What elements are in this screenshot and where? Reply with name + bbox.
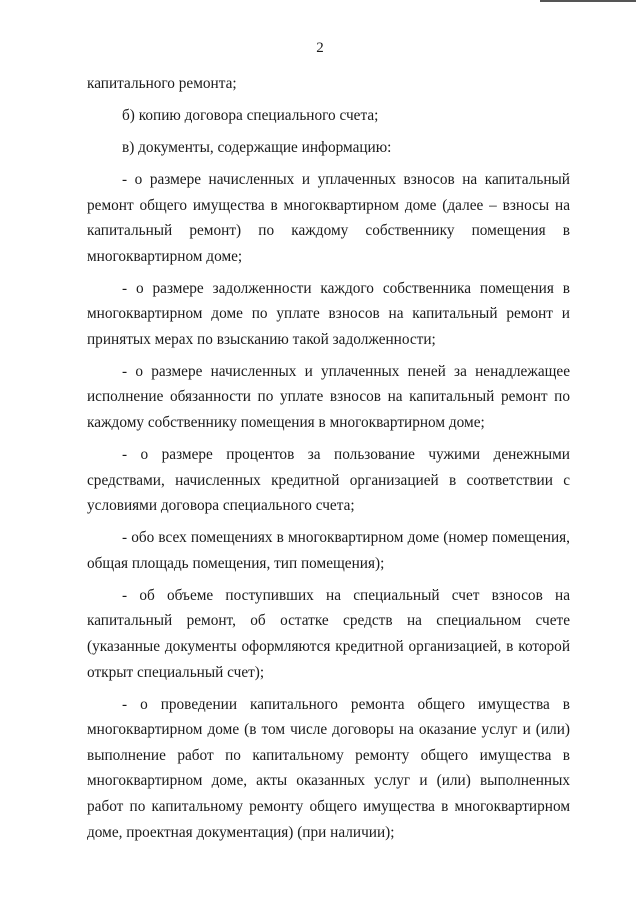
paragraph-account-balance: - об объеме поступивших на специальный счет взносов на капитальный ремонт, об остатке средств на специальном счете (указанные документы оформляются кредитной организацией, в которой открыт специальный счет); [87, 586, 570, 681]
document-body [87, 71, 570, 852]
paragraph-repair-works: - о проведении капитального ремонта общего имущества в многоквартирном доме (в том числе договоры на оказание услуг и (или) выполнение работ по капитальному ремонту общего имущества в многоквартирном доме, акты оказанных услуг и (или) выполненных работ по капитальному ремонту общего имущества в многоквартирном доме, проектная документация) (при наличии); [87, 695, 570, 841]
paragraph-premises: - обо всех помещениях в многоквартирном доме (номер помещения, общая площадь помещения, тип помещения); [87, 529, 570, 572]
paragraph-item-v: в) документы, содержащие информацию: [122, 138, 392, 156]
paragraph-continuation: капитального ремонта; [87, 75, 237, 92]
page-number: 2 [316, 40, 324, 56]
paragraph-penalties: - о размере начисленных и уплаченных пеней за ненадлежащее исполнение обязанности по уплате взносов на капитальный ремонт по каждому собственнику помещения в многоквартирном доме; [87, 362, 570, 432]
scan-edge-mark [540, 0, 636, 2]
paragraph-debt: - о размере задолженности каждого собственника помещения в многоквартирном доме по уплате взносов на капитальный ремонт и принятых мерах по взысканию такой задолженности; [87, 279, 570, 348]
paragraph-interest: - о размере процентов за пользование чужими денежными средствами, начисленных кредитной организацией в соответствии с условиями договора специального счета; [87, 446, 570, 515]
paragraph-contributions: - о размере начисленных и уплаченных взносов на капитальный ремонт общего имущества в многоквартирном доме (далее – взносы на капитальный ремонт) по каждому собственнику помещения в многоквартирном доме; [87, 170, 570, 265]
paragraph-item-b: б) копию договора специального счета; [122, 106, 379, 124]
